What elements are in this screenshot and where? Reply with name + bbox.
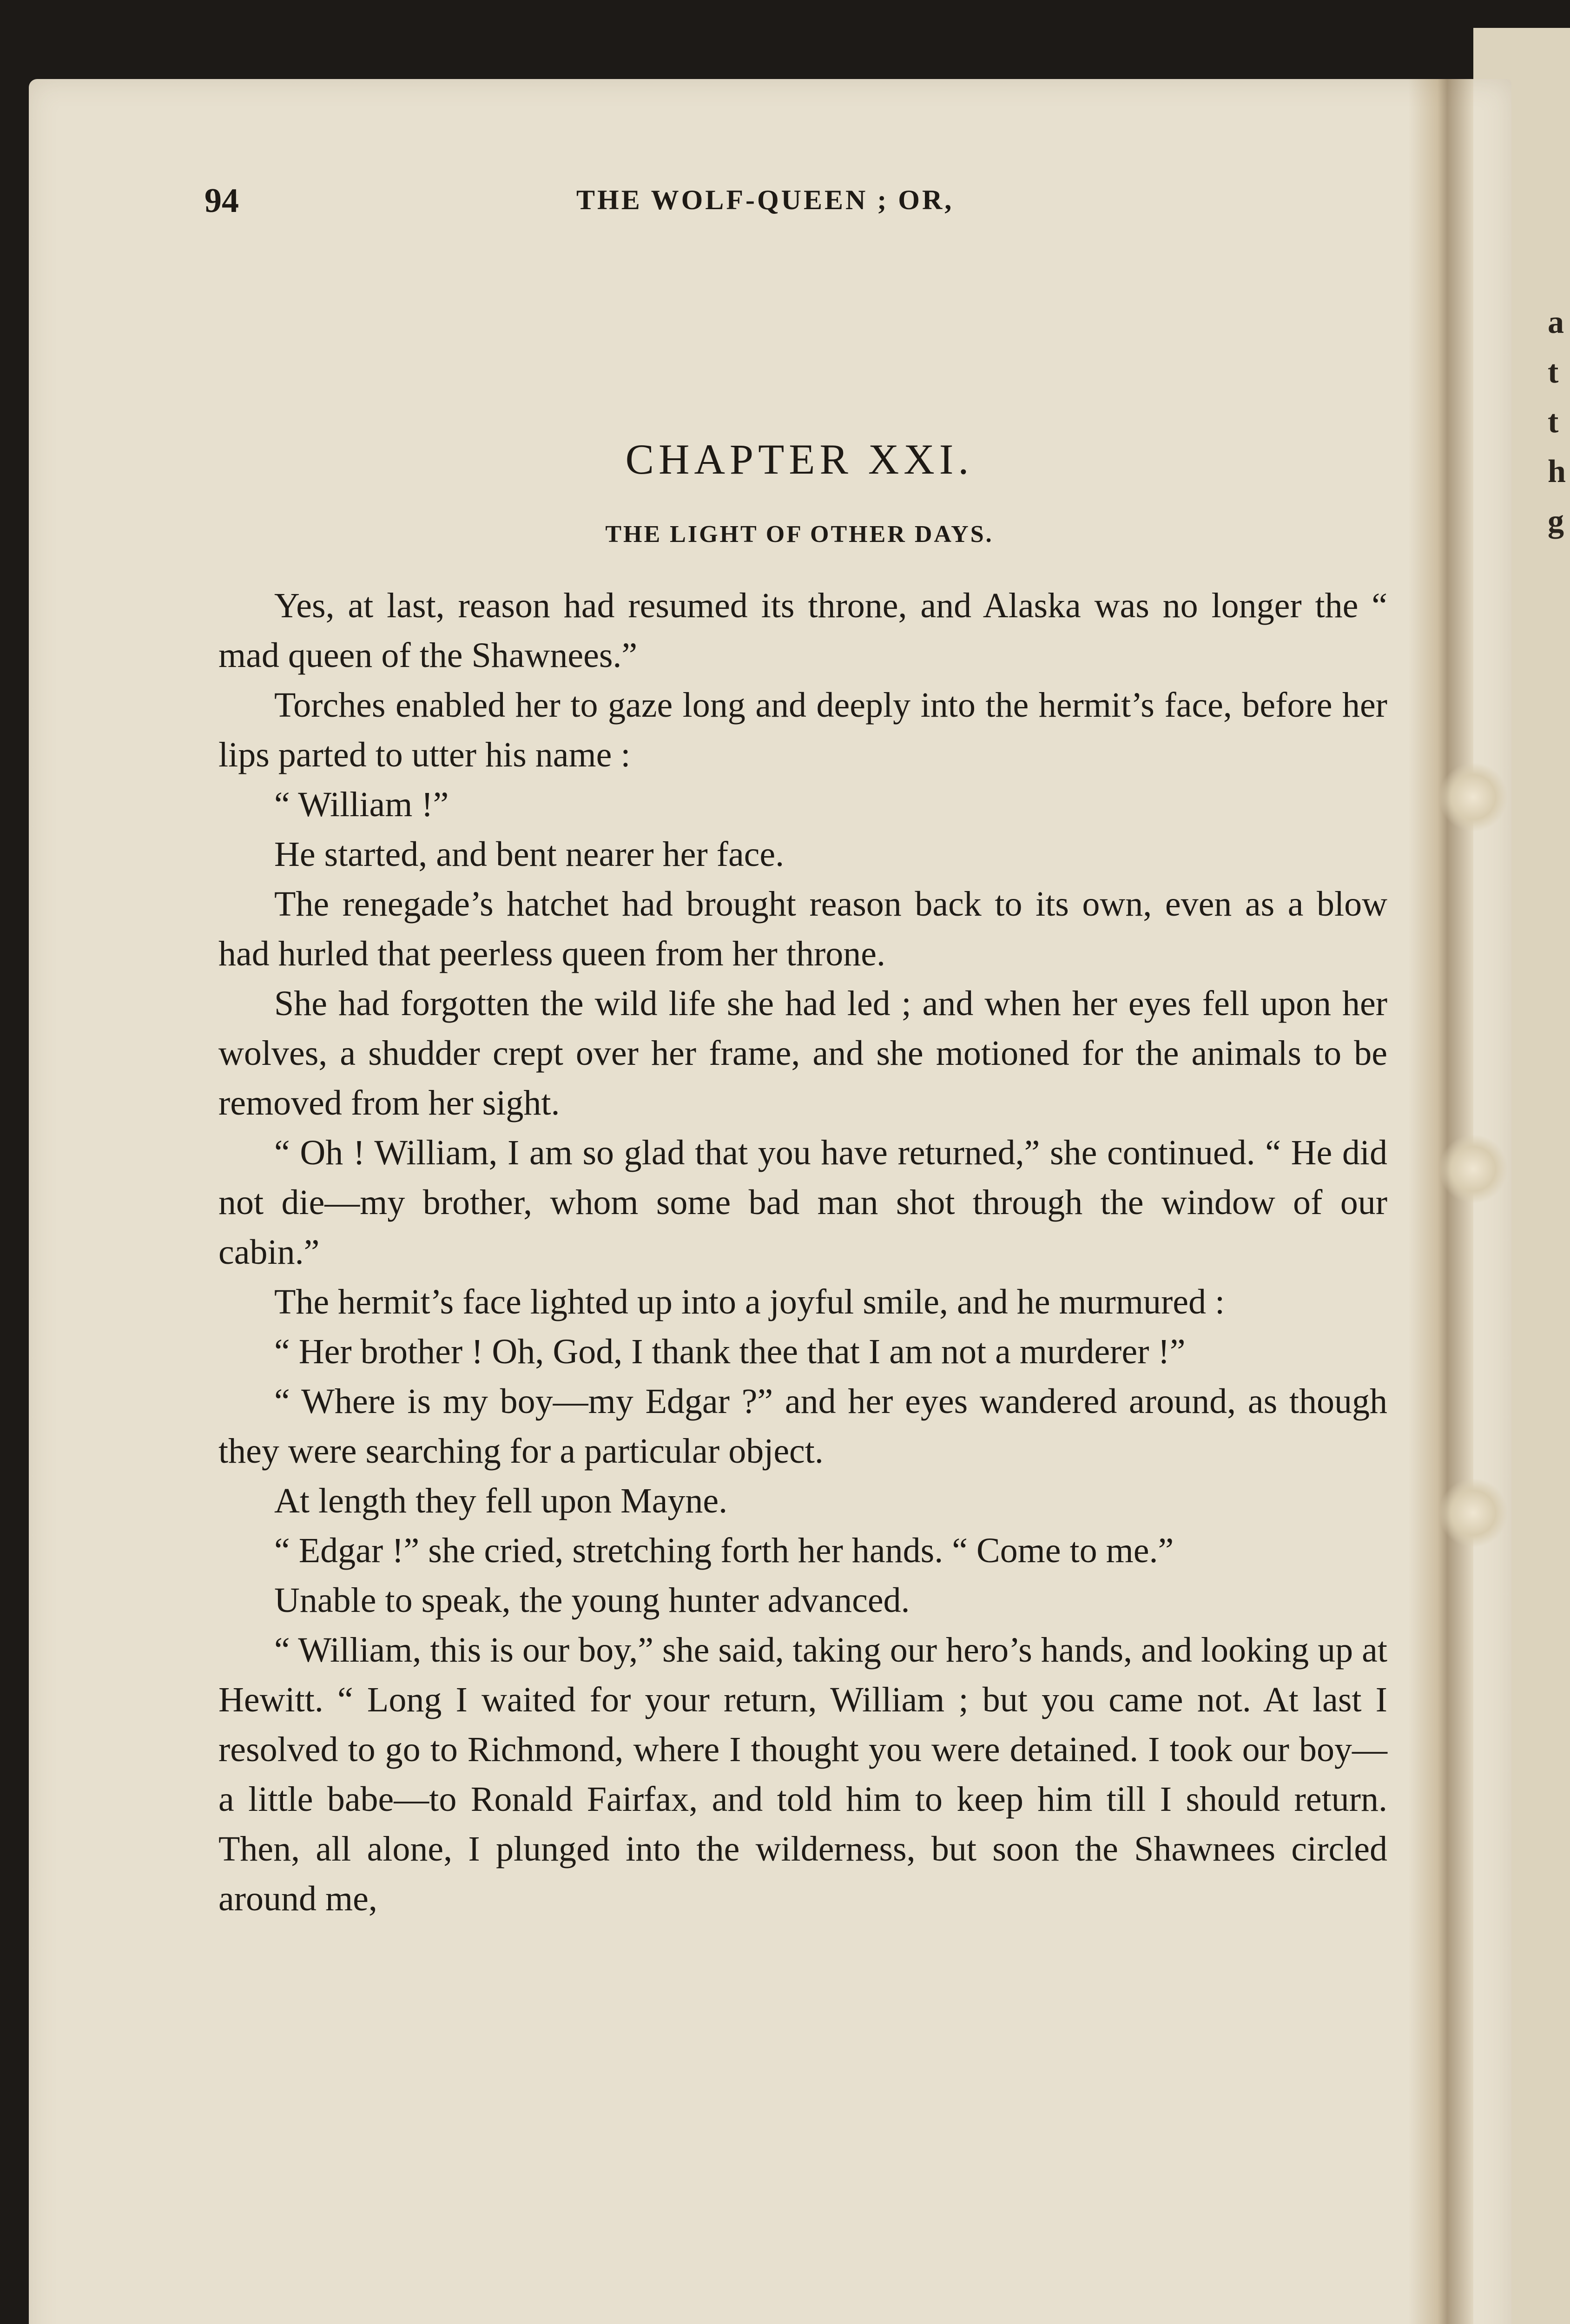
page-number: 94	[204, 182, 239, 220]
paragraph: Torches enabled her to gaze long and deeply into the hermit’s face, before her lips parted to utter his name :	[218, 686, 1387, 774]
paragraph: “ Her brother ! Oh, God, I thank thee that I am not a murderer !”	[274, 1332, 1186, 1371]
paragraph: “ William, this is our boy,” she said, taking our hero’s hands, and looking up at Hewitt. “ Long I waited for your return, William ; but you came not. At last I resolved to go to Richmond, where I thought you were detained. I took our boy—a little babe—to Ronald Fairfax, and told him to keep him till I should return. Then, all alone, I plunged into the wilderness, but soon the Shawnees circled around me,	[218, 1631, 1387, 1918]
body-text	[218, 581, 1387, 1924]
paragraph: “ Where is my boy—my Edgar ?” and her eyes wandered around, as though they were searching for a particular object.	[218, 1382, 1387, 1471]
chapter-subtitle: THE LIGHT OF OTHER DAYS.	[605, 521, 994, 548]
paragraph: “ William !”	[274, 785, 449, 824]
page-header	[204, 181, 1394, 232]
paragraph: Yes, at last, reason had resumed its throne, and Alaska was no longer the “ mad queen of the Shawnees.”	[218, 586, 1387, 675]
paragraph: At length they fell upon Mayne.	[274, 1481, 728, 1520]
paragraph: He started, and bent nearer her face.	[274, 835, 785, 874]
paragraph: “ Oh ! William, I am so glad that you have returned,” she continued. “ He did not die—my brother, whom some bad man shot through the window of our cabin.”	[218, 1133, 1387, 1272]
paragraph: Unable to speak, the young hunter advanced.	[274, 1581, 910, 1620]
binding-stitch-icon	[1438, 1478, 1508, 1548]
binding-stitch-icon	[1438, 1134, 1508, 1204]
paragraph: “ Edgar !” she cried, stretching forth her hands. “ Come to me.”	[274, 1531, 1174, 1570]
facing-page-text-fragment: a t t h g	[1548, 304, 1566, 539]
running-head: THE WOLF-QUEEN ; OR,	[576, 185, 954, 215]
paragraph: The renegade’s hatchet had brought reason back to its own, even as a blow had hurled that peerless queen from her throne.	[218, 885, 1387, 973]
binding-stitch-icon	[1438, 762, 1508, 832]
chapter-title: CHAPTER XXI.	[625, 436, 974, 483]
paragraph: The hermit’s face lighted up into a joyful smile, and he murmured :	[274, 1282, 1225, 1321]
paragraph: She had forgotten the wild life she had led ; and when her eyes fell upon her wolves, a shudder crept over her frame, and she motioned for the animals to be removed from her sight.	[218, 984, 1387, 1122]
